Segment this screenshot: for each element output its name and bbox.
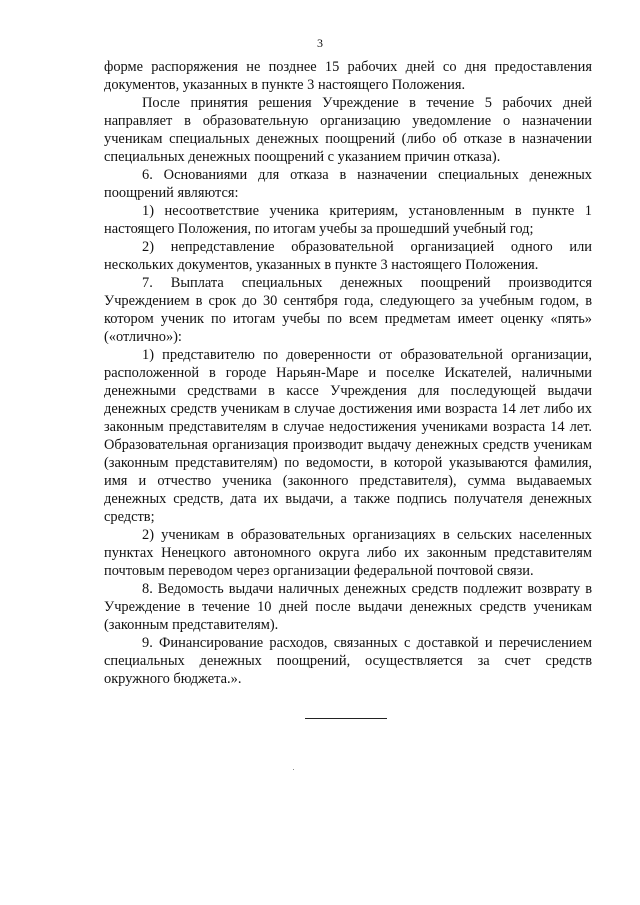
paragraph-item-9: 9. Финансирование расходов, связанных с доставкой и перечислением специальных денежных поощрений, осуществляется за счет средств окружного бюджета.».: [104, 635, 592, 687]
page-number: 3: [317, 36, 323, 50]
closing-rule: [305, 718, 387, 719]
paragraph-item-6-1: 1) несоответствие ученика критериям, установленным в пункте 1 настоящего Положения, по итогам учебы за прошедший учебный год;: [104, 203, 592, 237]
scan-speck: [293, 769, 294, 770]
paragraph-continuation: форме распоряжения не позднее 15 рабочих дней со дня предоставления документов, указанных в пункте 3 настоящего Положения.: [104, 59, 592, 93]
paragraph-item-7: 7. Выплата специальных денежных поощрений производится Учреждением в срок до 30 сентября года, следующего за учебным годом, в котором ученик по итогам учебы по всем предметам имеет оценку «пять» («отлично»):: [104, 275, 592, 345]
paragraph-item-7-1: 1) представителю по доверенности от образовательной организации, расположенной в городе Нарьян-Маре и поселке Искателей, наличными денежными средствами в кассе Учреждения для последующей выдачи денежных средств ученикам в случае достижения ими возраста 14 лет либо их законным представителям в случае недостижения учениками возраста 14 лет. Образовательная организация производит выдачу денежных средств ученикам (законным представителям) по ведомости, в которой указываются фамилия, имя и отчество ученика (законного представителя), сумма выдаваемых денежных средств, дата их выдачи, а также подпись получателя денежных средств;: [104, 347, 592, 525]
document-body: [104, 58, 592, 688]
paragraph-decision-notice: После принятия решения Учреждение в течение 5 рабочих дней направляет в образовательную организацию уведомление о назначении ученикам специальных денежных поощрений (либо об отказе в назначении специальных денежных поощрений с указанием причин отказа).: [104, 95, 592, 165]
paragraph-item-6: 6. Основаниями для отказа в назначении специальных денежных поощрений являются:: [104, 167, 592, 201]
paragraph-item-6-2: 2) непредставление образовательной организацией одного или нескольких документов, указанных в пункте 3 настоящего Положения.: [104, 239, 592, 273]
paragraph-item-8: 8. Ведомость выдачи наличных денежных средств подлежит возврату в Учреждение в течение 10 дней после выдачи денежных средств ученикам (законным представителям).: [104, 581, 592, 633]
paragraph-item-7-2: 2) ученикам в образовательных организациях в сельских населенных пунктах Ненецкого автономного округа либо их законным представителям почтовым переводом через организации федеральной почтовой связи.: [104, 527, 592, 579]
